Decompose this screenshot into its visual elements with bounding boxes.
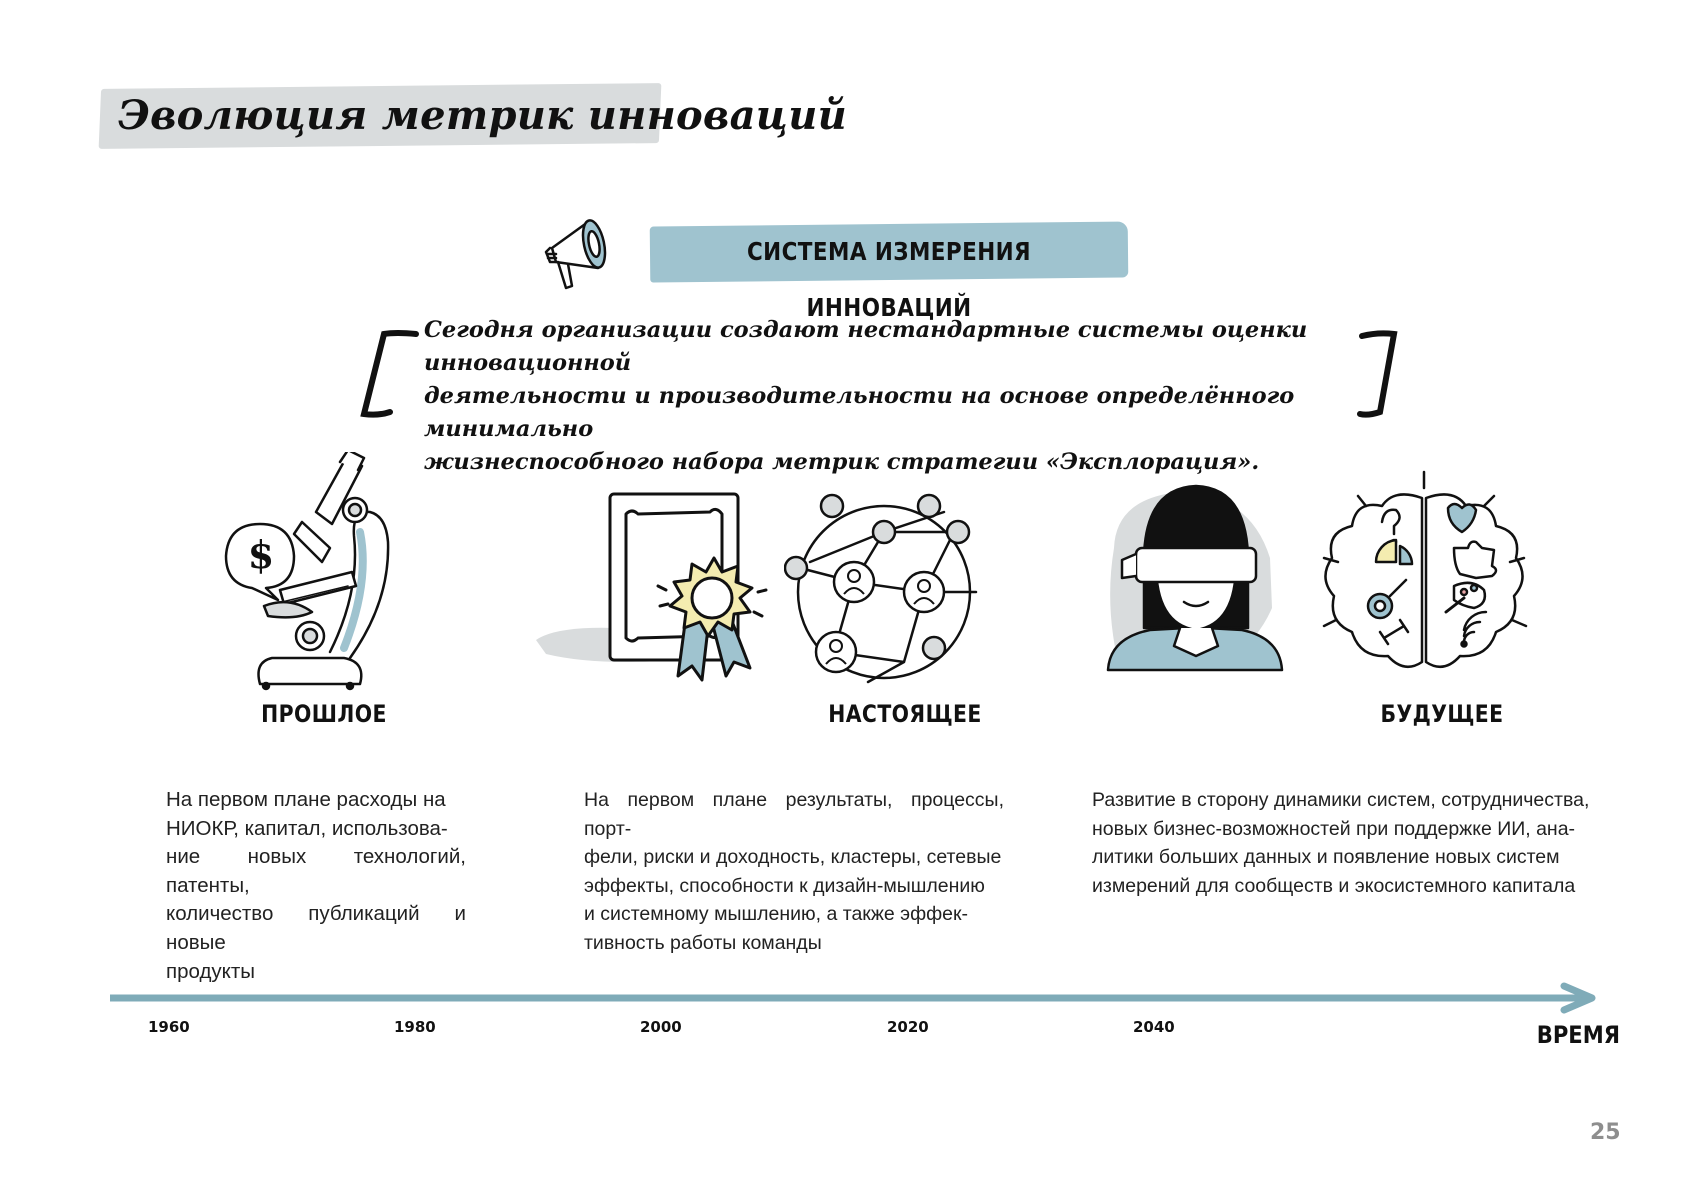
era-title-present: НАСТОЯЩЕЕ [828, 700, 982, 728]
left-bracket-icon [356, 326, 426, 422]
era-title-future: БУДУЩЕЕ [1380, 700, 1504, 728]
dollar-speech-bubble-icon [222, 520, 300, 602]
era-description-past [166, 786, 466, 986]
desc-line: На первом плане результаты, процессы, порт- [584, 789, 1004, 840]
quote-line: жизнеспособного набора метрик стратегии «Эксплорация». [424, 449, 1260, 475]
timeline-year: 2020 [887, 1018, 929, 1036]
quote-line: Сегодня организации создают нестандартные системы оценки инновационной [424, 317, 1308, 376]
desc-line: эффекты, способности к дизайн-мышлению [584, 874, 985, 897]
quote-block [424, 314, 1384, 479]
desc-line: Развитие в сторону динамики систем, сотрудничества, [1092, 789, 1590, 811]
timeline-year: 1980 [394, 1018, 436, 1036]
timeline-axis-label: ВРЕМЯ [1536, 1021, 1620, 1049]
quote-line: деятельности и производительности на основе определённого минимально [424, 383, 1295, 442]
timeline-arrow [110, 982, 1600, 1018]
era-description-present [584, 786, 1004, 958]
desc-line: количество публикаций и новые [166, 902, 466, 954]
desc-line: НИОКР, капитал, использова- [166, 816, 448, 840]
era-description-future [1092, 786, 1612, 900]
desc-line: новых бизнес-возможностей при поддержке ИИ, ана- [1092, 817, 1576, 840]
era-title-past: ПРОШЛОЕ [261, 700, 387, 728]
desc-line: тивность работы команды [584, 931, 822, 954]
certificate-icon [536, 488, 768, 684]
desc-line: фели, риски и доходность, кластеры, сетевые [584, 846, 1002, 869]
desc-line: измерений для сообществ и экосистемного капитала [1092, 874, 1576, 897]
desc-line: На первом плане расходы на [166, 788, 446, 811]
desc-line: ние новых технологий, патенты, [166, 845, 466, 897]
svg-text:$: $ [247, 532, 275, 577]
vr-headset-person-icon [1100, 478, 1290, 674]
brain-icon [1304, 466, 1544, 680]
timeline-year: 1960 [148, 1018, 190, 1036]
megaphone-icon [542, 204, 624, 296]
right-bracket-icon [1350, 326, 1420, 422]
desc-line: литики больших данных и появление новых систем [1092, 846, 1560, 869]
desc-line: и системному мышлению, а также эффек- [584, 903, 969, 926]
section-title: СИСТЕМА ИЗМЕРЕНИЯ ИННОВАЦИЙ [746, 237, 1032, 322]
timeline-year: 2040 [1133, 1018, 1175, 1036]
page-title: Эволюция метрик инноваций [118, 92, 847, 139]
network-globe-icon [784, 492, 984, 692]
page-number: 25 [1590, 1120, 1621, 1145]
timeline-year: 2000 [640, 1018, 682, 1036]
desc-line: продукты [166, 959, 255, 983]
